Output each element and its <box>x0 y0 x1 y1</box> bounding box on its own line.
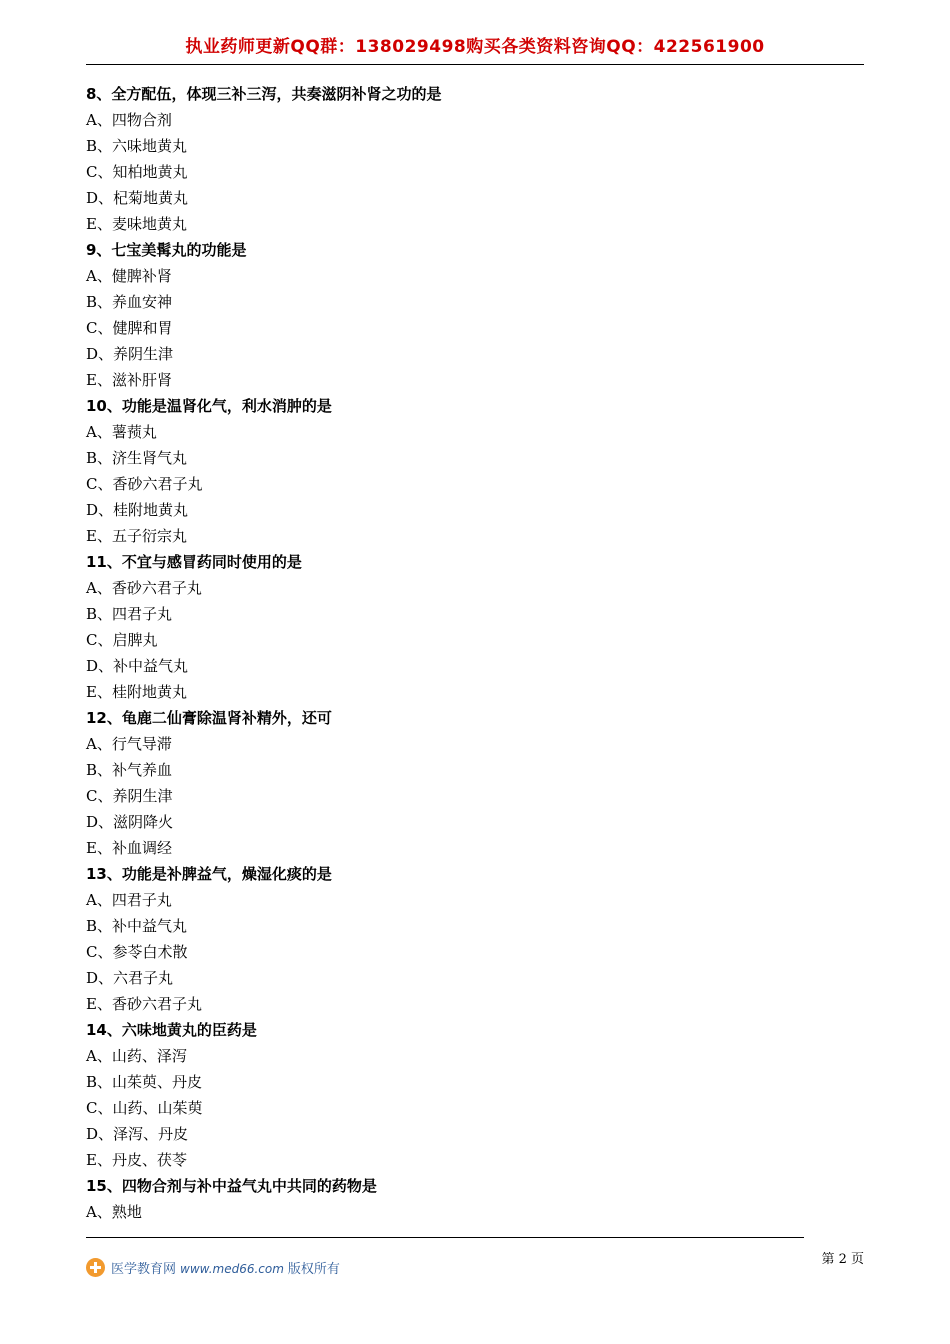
question-stem: 12、龟鹿二仙膏除温肾补精外，还可 <box>86 709 332 727</box>
answer-option: C、山药、山茱萸 <box>86 1099 203 1117</box>
answer-option: C、养阴生津 <box>86 787 173 805</box>
answer-option: A、薯蓣丸 <box>86 423 157 441</box>
answer-option: C、启脾丸 <box>86 631 158 649</box>
answer-option: C、知柏地黄丸 <box>86 163 188 181</box>
answer-option: A、香砂六君子丸 <box>86 579 202 597</box>
header-qq-group: 执业药师更新QQ群：138029498 <box>185 37 467 57</box>
answer-option: E、滋补肝肾 <box>86 371 172 389</box>
question-stem: 9、七宝美髯丸的功能是 <box>86 241 247 259</box>
page-header <box>86 36 864 65</box>
answer-option: B、山茱萸、丹皮 <box>86 1073 203 1091</box>
answer-option: A、四君子丸 <box>86 891 172 909</box>
footer-rights: 版权所有 <box>287 1261 340 1277</box>
question-stem: 10、功能是温肾化气，利水消肿的是 <box>86 397 332 415</box>
answer-option: D、泽泻、丹皮 <box>86 1125 189 1143</box>
answer-option: A、熟地 <box>86 1203 142 1221</box>
answer-option: A、健脾补肾 <box>86 267 172 285</box>
answer-option: C、参苓白术散 <box>86 943 188 961</box>
question-stem: 15、四物合剂与补中益气丸中共同的药物是 <box>86 1177 377 1195</box>
answer-option: B、养血安神 <box>86 293 173 311</box>
answer-option: D、补中益气丸 <box>86 657 189 675</box>
answer-option: B、济生肾气丸 <box>86 449 188 467</box>
header-contact-qq: 购买各类资料咨询QQ：422561900 <box>466 37 765 57</box>
med66-logo-icon <box>86 1258 105 1277</box>
answer-option: D、六君子丸 <box>86 969 174 987</box>
answer-option: D、杞菊地黄丸 <box>86 189 189 207</box>
footer-url[interactable]: www.med66.com <box>180 1261 284 1276</box>
question-stem: 8、全方配伍，体现三补三泻，共奏滋阴补肾之功的是 <box>86 85 442 103</box>
answer-option: A、行气导滞 <box>86 735 172 753</box>
answer-option: D、滋阴降火 <box>86 813 174 831</box>
answer-option: B、六味地黄丸 <box>86 137 188 155</box>
answer-option: B、补气养血 <box>86 761 173 779</box>
answer-option: C、健脾和胃 <box>86 319 173 337</box>
answer-option: E、桂附地黄丸 <box>86 683 187 701</box>
answer-option: B、补中益气丸 <box>86 917 188 935</box>
answer-option: E、麦味地黄丸 <box>86 215 187 233</box>
page-footer <box>86 1255 340 1279</box>
footer-site-name: 医学教育网 <box>111 1261 177 1277</box>
footer-divider <box>86 1237 804 1238</box>
answer-option: A、四物合剂 <box>86 111 172 129</box>
question-list <box>86 81 864 1225</box>
answer-option: E、五子衍宗丸 <box>86 527 187 545</box>
answer-option: E、丹皮、茯苓 <box>86 1151 187 1169</box>
answer-option: E、补血调经 <box>86 839 172 857</box>
question-stem: 11、不宜与感冒药同时使用的是 <box>86 553 302 571</box>
answer-option: B、四君子丸 <box>86 605 173 623</box>
answer-option: C、香砂六君子丸 <box>86 475 203 493</box>
question-stem: 13、功能是补脾益气，燥湿化痰的是 <box>86 865 332 883</box>
answer-option: E、香砂六君子丸 <box>86 995 202 1013</box>
answer-option: A、山药、泽泻 <box>86 1047 187 1065</box>
page-number: 第 2 页 <box>821 1252 864 1267</box>
answer-option: D、养阴生津 <box>86 345 174 363</box>
question-stem: 14、六味地黄丸的臣药是 <box>86 1021 257 1039</box>
answer-option: D、桂附地黄丸 <box>86 501 189 519</box>
